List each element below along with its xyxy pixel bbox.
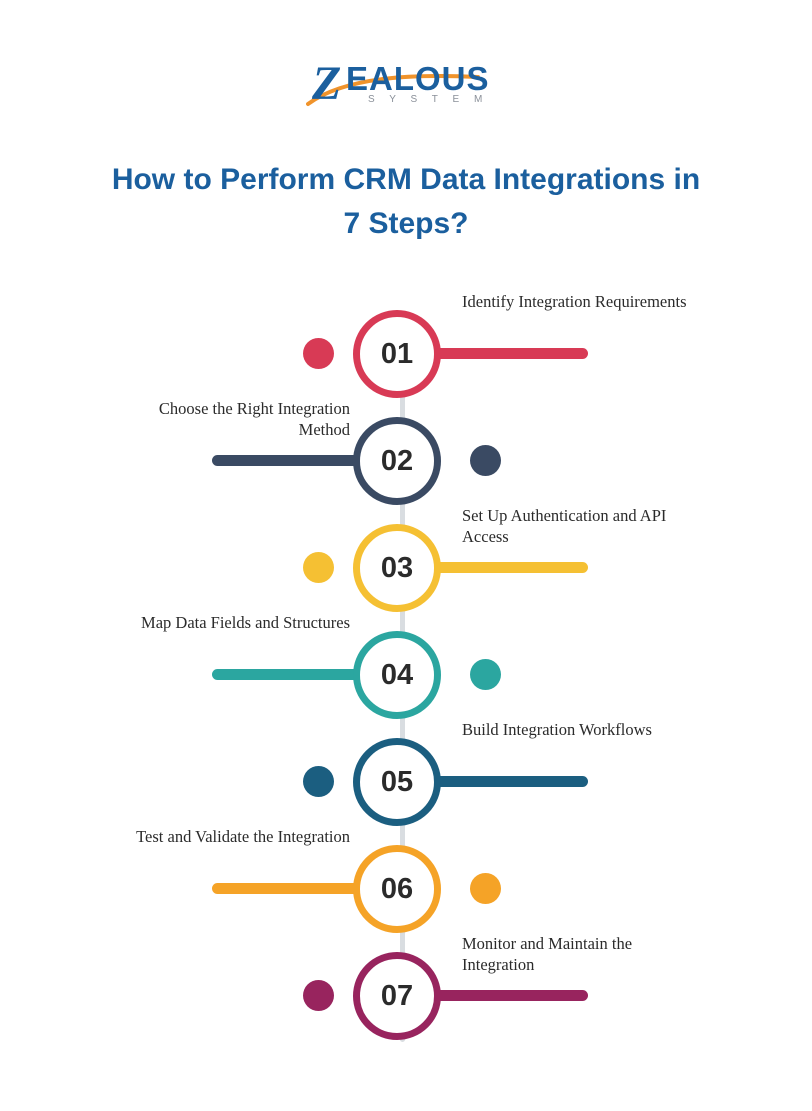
step-circle [353, 631, 441, 719]
step-bar [420, 348, 588, 359]
step-circle [353, 738, 441, 826]
logo-subtitle: S Y S T E M [368, 94, 489, 105]
logo-mark: Z [312, 57, 340, 110]
step-number: 01 [380, 337, 414, 370]
logo-wrap [306, 52, 506, 114]
step-bar [420, 990, 588, 1001]
step-circle [353, 310, 441, 398]
step-number: 04 [380, 658, 414, 691]
step-number: 07 [380, 979, 414, 1012]
logo-wordmark: EALOUS [346, 60, 490, 97]
step-label: Map Data Fields and Structures [141, 613, 350, 632]
brand-logo [0, 52, 812, 119]
step-label: Identify Integration Requirements [462, 292, 687, 311]
steps-timeline [0, 292, 812, 1070]
step-label: Monitor and Maintain the Integration [462, 934, 633, 974]
step-label: Build Integration Workflows [462, 720, 652, 739]
step-dot [470, 445, 501, 476]
step-circle [353, 952, 441, 1040]
step-number: 02 [380, 444, 414, 477]
step-dot [303, 980, 334, 1011]
step-number: 05 [380, 765, 414, 798]
step-number: 03 [380, 551, 414, 584]
step-circle [353, 417, 441, 505]
step-label: Set Up Authentication and API Access [462, 506, 667, 546]
step-dot [303, 338, 334, 369]
timeline-step [0, 934, 812, 1062]
step-dot [470, 659, 501, 690]
step-dot [470, 873, 501, 904]
step-circle [353, 845, 441, 933]
step-dot [303, 766, 334, 797]
step-bar [420, 776, 588, 787]
step-bar [420, 562, 588, 573]
page-title: How to Perform CRM Data Integrations in 7 Steps? [111, 163, 701, 240]
step-circle [353, 524, 441, 612]
step-number: 06 [380, 872, 414, 905]
step-label: Choose the Right Integration Method [158, 399, 350, 439]
step-label: Test and Validate the Integration [136, 827, 350, 846]
step-dot [303, 552, 334, 583]
